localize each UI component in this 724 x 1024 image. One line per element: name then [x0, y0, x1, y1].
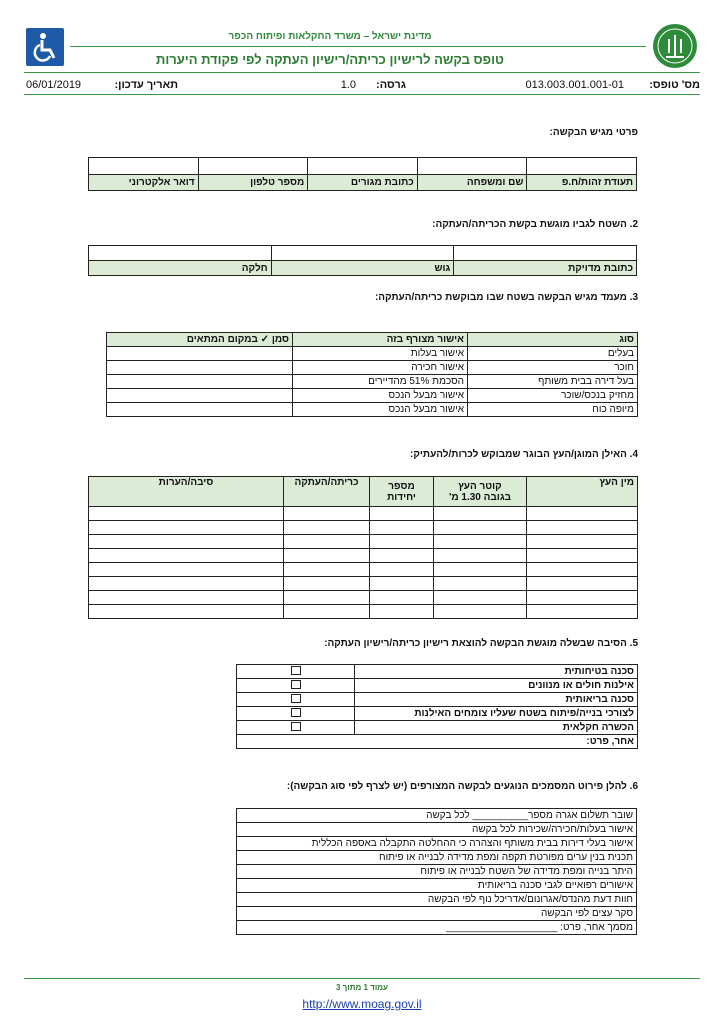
reason-table: [236, 664, 638, 749]
section6-title: 6. להלן פירוט המסמכים הנוגעים לבקשה המצורפים (יש לצרף לפי סוג הבקשה):: [286, 781, 638, 792]
area-table: [88, 245, 637, 276]
block-input[interactable]: [271, 246, 454, 261]
applicant-table: [88, 157, 637, 191]
status-type: מיופה כוח: [468, 403, 638, 417]
document-item[interactable]: שובר תשלום אגרה מספר__________ לכל בקשה: [237, 809, 637, 823]
reason-label: סכנה בטיחותית: [355, 665, 638, 679]
status-approval: אישור חכירה: [293, 361, 468, 375]
name-input[interactable]: [417, 158, 527, 175]
document-item[interactable]: סקר עצים לפי הבקשה: [237, 907, 637, 921]
updated-label: תאריך עדכון:: [114, 79, 178, 91]
status-mark-cell[interactable]: [107, 361, 293, 375]
form-number-label: מס' טופס:: [649, 79, 700, 91]
documents-table: [236, 808, 637, 935]
document-item[interactable]: תכנית בנין ערים מפורטת תקפה ומפת מדידה לבנייה או פיתוח: [237, 851, 637, 865]
email-input[interactable]: [89, 158, 199, 175]
header-type: סוג: [468, 333, 638, 347]
status-approval: אישור מבעל הנכס: [293, 389, 468, 403]
status-approval: אישור בעלות: [293, 347, 468, 361]
reason-checkbox[interactable]: [291, 666, 301, 675]
header-units: מספר יחידות: [370, 477, 434, 507]
accessibility-icon[interactable]: [26, 28, 64, 66]
section3-title: 3. מעמד מגיש הבקשה בשטח שבו מבוקשת כריתה/העתקה:: [374, 292, 638, 303]
version-label: גרסה:: [376, 79, 406, 91]
status-table: [106, 332, 638, 417]
document-item[interactable]: אישורים רפואיים לגבי סכנה בריאותית: [237, 879, 637, 893]
section4-title: 4. האילן המוגן/העץ הבוגר שמבוקש לכרות/להעתיק:: [410, 449, 638, 460]
status-type: בעל דירה בבית משותף: [468, 375, 638, 389]
reason-checkbox[interactable]: [291, 694, 301, 703]
table-row[interactable]: [89, 521, 638, 535]
page-number: עמוד 1 מתוך 3: [336, 983, 388, 992]
table-row[interactable]: [89, 577, 638, 591]
document-item[interactable]: אישור בעלות/חכירה/שכירות לכל בקשה: [237, 823, 637, 837]
reason-label: סכנה בריאותית: [355, 693, 638, 707]
reason-checkbox[interactable]: [291, 708, 301, 717]
status-type: מחזיק בנכס/שוכר: [468, 389, 638, 403]
header-parcel: חלקה: [89, 261, 272, 276]
header-reason: סיבה/הערות: [89, 477, 284, 507]
header-diameter: קוטר העץ בגובה 1.30 מ': [434, 477, 527, 507]
reason-checkbox[interactable]: [291, 680, 301, 689]
table-row[interactable]: [89, 535, 638, 549]
exact-address-input[interactable]: [454, 246, 637, 261]
document-item[interactable]: היתר בנייה ומפת מדידה של השטח לבנייה או פיתוח: [237, 865, 637, 879]
reason-other-input[interactable]: אחר, פרט:: [237, 735, 638, 749]
phone-input[interactable]: [198, 158, 308, 175]
address-input[interactable]: [308, 158, 418, 175]
section1-title: פרטי מגיש הבקשה:: [549, 127, 638, 138]
reason-checkbox[interactable]: [291, 722, 301, 731]
reason-label: אילנות חולים או מנוונים: [355, 679, 638, 693]
header-species: מין העץ: [527, 477, 638, 507]
header-name: שם ומשפחה: [417, 175, 527, 191]
document-item[interactable]: אישור בעלי דירות בבית משותף והצהרה כי ההחלטה התקבלה באספה הכללית: [237, 837, 637, 851]
form-title: טופס בקשה לרישיון כריתה/רישיון העתקה לפי פקודת היערות: [156, 52, 504, 67]
status-type: חוכר: [468, 361, 638, 375]
header-address: כתובת מגורים: [308, 175, 418, 191]
status-mark-cell[interactable]: [107, 375, 293, 389]
section2-title: 2. השטח לגביו מוגשת בקשת הכריתה/העתקה:: [432, 219, 638, 230]
status-approval: הסכמת 51% מהדיירים: [293, 375, 468, 389]
document-item[interactable]: חוות דעת מהנדס/אגרונום/אדריכל נוף לפי הבקשה: [237, 893, 637, 907]
status-mark-cell[interactable]: [107, 403, 293, 417]
table-row[interactable]: [89, 549, 638, 563]
table-row[interactable]: [89, 591, 638, 605]
updated-date: 06/01/2019: [26, 79, 82, 91]
id-input[interactable]: [527, 158, 637, 175]
reason-label: הכשרה חקלאית: [355, 721, 638, 735]
header-phone: מספר טלפון: [198, 175, 308, 191]
header-block: גוש: [271, 261, 454, 276]
table-row[interactable]: [89, 507, 638, 521]
status-approval: אישור מבעל הנכס: [293, 403, 468, 417]
ministry-logo-icon: [652, 23, 698, 69]
header-exact-address: כתובת מדויקת: [454, 261, 637, 276]
header-email: דואר אלקטרוני: [89, 175, 199, 191]
reason-label: לצורכי בנייה/פיתוח בשטח שעליו צומחים האילנות: [355, 707, 638, 721]
status-mark-cell[interactable]: [107, 347, 293, 361]
section5-title: 5. הסיבה שבשלה מוגשת הבקשה להוצאת רישיון כריתה/רישיון העתקה:: [324, 638, 638, 649]
parcel-input[interactable]: [89, 246, 272, 261]
form-number: 013.003.001.001-01: [525, 79, 624, 91]
version-value: 1.0: [340, 79, 356, 91]
table-row[interactable]: [89, 563, 638, 577]
status-mark-cell[interactable]: [107, 389, 293, 403]
status-type: בעלים: [468, 347, 638, 361]
document-item[interactable]: מסמך אחר, פרט: ____________________: [237, 921, 637, 935]
ministry-link[interactable]: http://www.moag.gov.il: [302, 997, 422, 1011]
ministry-name: מדינת ישראל – משרד החקלאות ופיתוח הכפר: [228, 31, 432, 42]
header-approval: אישור מצורף בזה: [293, 333, 468, 347]
header-action: כריתה/העתקה: [284, 477, 370, 507]
header-id: תעודת זהות/ח.פ: [527, 175, 637, 191]
trees-table: [88, 476, 638, 619]
table-row[interactable]: [89, 605, 638, 619]
header-mark: סמן ✓ במקום המתאים: [107, 333, 293, 347]
